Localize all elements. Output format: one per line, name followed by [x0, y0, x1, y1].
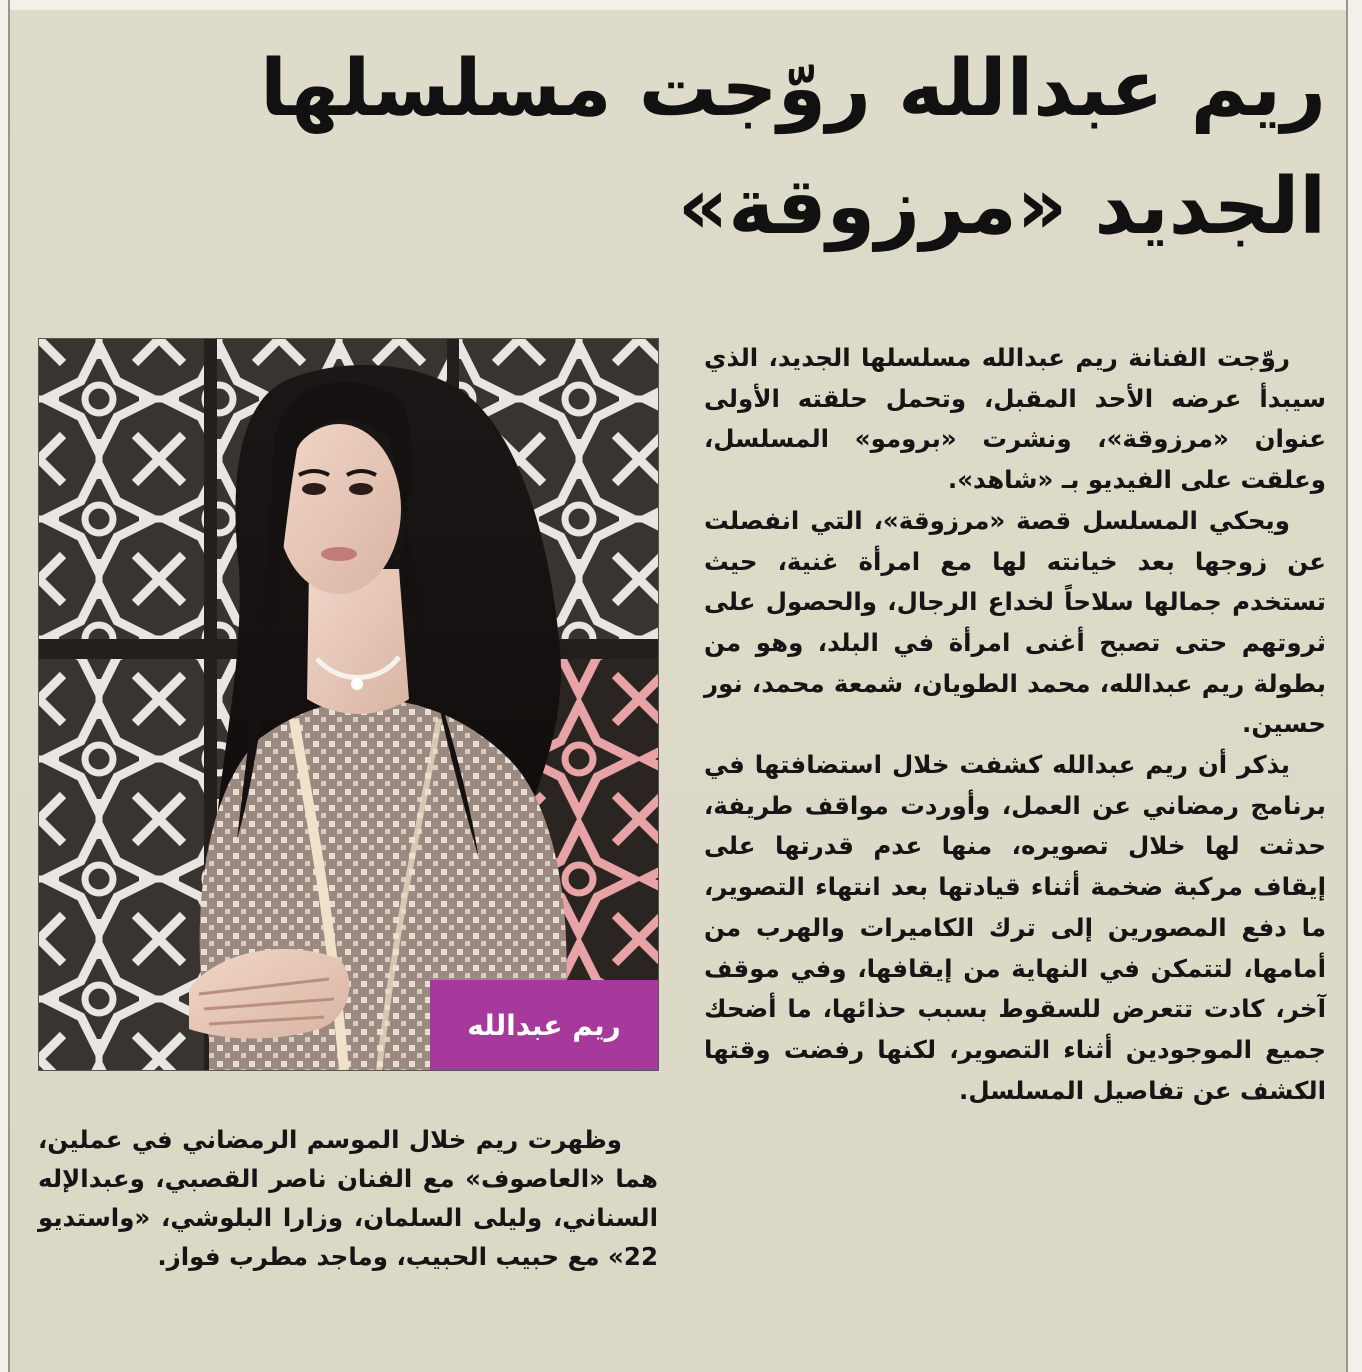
photo-illustration	[39, 339, 658, 1070]
headline-line-2: الجديد «مرزوقة»	[677, 162, 1326, 252]
paragraph-1: روّجت الفنانة ريم عبدالله مسلسلها الجديد، الذي سيبدأ عرضه الأحد المقبل، وتحمل حلقته الأولى عنوان «مرزوقة»، ونشرت «برومو» المسلسل، وعلقت على الفيديو بـ «شاهد».	[704, 343, 1326, 495]
page-top-edge	[0, 0, 1362, 10]
article-headline	[260, 30, 1326, 266]
page-right-edge	[1346, 0, 1362, 1372]
paragraph-2: ويحكي المسلسل قصة «مرزوقة»، التي انفصلت عن زوجها بعد خيانته لها مع امرأة غنية، حيث تستخدم جمالها سلاحاً لخداع الرجال، والحصول على ثروتهم حتى تصبح أغنى امرأة في البلد، وهو من بطولة ريم عبدالله، محمد الطويان، شمعة محمد، نور حسين.	[704, 505, 1326, 739]
paragraph-3: يذكر أن ريم عبدالله كشفت خلال استضافتها في برنامج رمضاني عن العمل، وأوردت مواقف طريفة، حدثت لها خلال تصويره، منها عدم قدرتها على إيقاف مركبة ضخمة أثناء قيادتها بعد انتهاء التصوير، ما دفع المصورين إلى ترك الكاميرات والهرب من أمامها، لتتمكن في النهاية من إيقافها، وفي موقف آخر، كادت تتعرض للسقوط بسبب حذائها، ما أضحك جميع الموجودين أثناء التصوير، لكنها رفضت وقتها الكشف عن تفاصيل المسلسل.	[704, 750, 1326, 1105]
article-body-left-column	[38, 1120, 658, 1276]
left-paragraph: وظهرت ريم خلال الموسم الرمضاني في عملين، هما «العاصوف» مع الفنان ناصر القصبي، وعبدالإله السناني، وليلى السلمان، وزارا البلوشي، «واستديو 22» مع حبيب الحبيب، وماجد مطرب فواز.	[38, 1125, 658, 1271]
article-photo	[38, 338, 659, 1071]
photo-caption: ريم عبدالله	[430, 980, 658, 1070]
article-body-right-column	[704, 338, 1326, 1111]
headline-line-1: ريم عبدالله روّجت مسلسلها	[260, 44, 1326, 134]
page-left-edge	[0, 0, 10, 1372]
